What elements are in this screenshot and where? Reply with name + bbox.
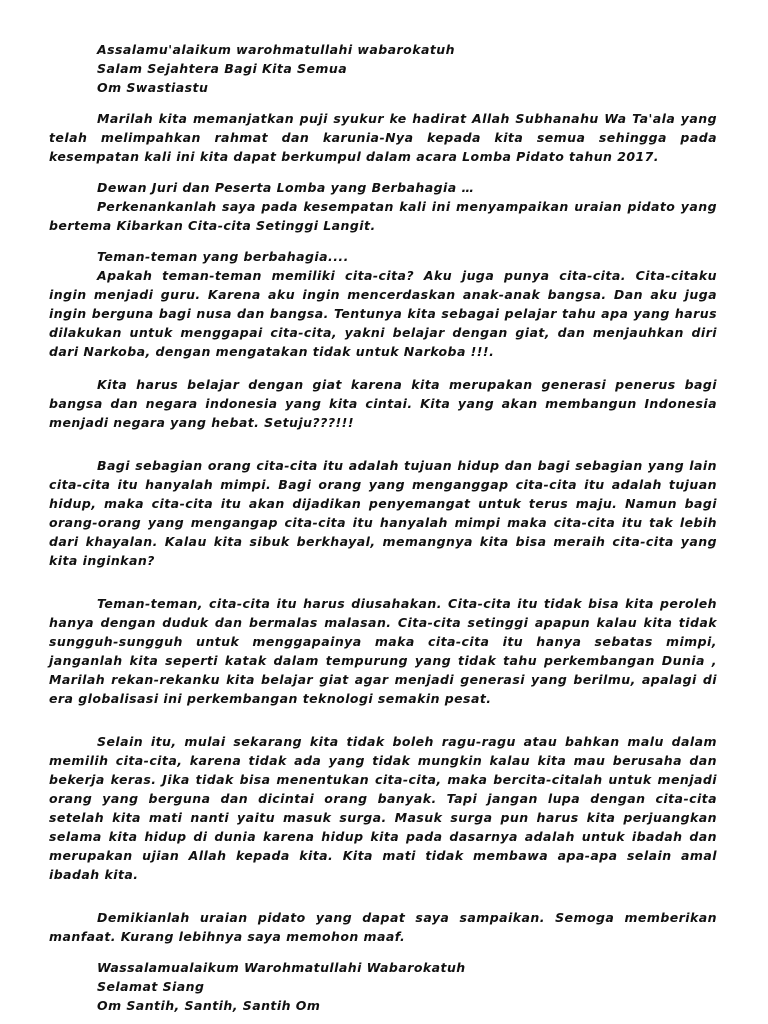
closing-line-3: Om Santih, Santih, Santih Om [97,998,321,1013]
paragraph-1: Marilah kita memanjatkan puji syukur ke hadirat Allah Subhanahu Wa Ta'ala yang telah melimpahkan rahmat dan karunia-Nya kepada kita semua sehingga pada kesempatan kali ini kita dapat berkumpul dalam acara Lomba Pidato tahun 2017. [49,111,717,164]
paragraph-5: Bagi sebagian orang cita-cita itu adalah tujuan hidup dan bagi sebagian yang lain cita-cita itu hanyalah mimpi. Bagi orang yang menganggap cita-cita itu adalah tujuan hidup, maka cita-cita itu akan dijadikan penyemangat untuk terus maju. Namun bagi orang-orang yang mengangap cita-cita itu hanyalah mimpi maka cita-cita itu tak lebih dari khayalan. Kalau kita sibuk berkhayal, memangnya kita bisa meraih cita-cita yang kita inginkan? [49,458,717,568]
paragraph-8: Demikianlah uraian pidato yang dapat saya sampaikan. Semoga memberikan manfaat. Kurang lebihnya saya memohon maaf. [49,910,717,944]
paragraph-4: Kita harus belajar dengan giat karena kita merupakan generasi penerus bagi bangsa dan negara indonesia yang kita cintai. Kita yang akan membangun Indonesia menjadi negara yang hebat. Setuju???!!! [49,377,717,430]
paragraph-3-salutation: Teman-teman yang berbahagia.... [97,249,349,264]
closing-line-2: Selamat Siang [97,979,205,994]
opening-greetings [49,40,717,97]
paragraph-3-body: Apakah teman-teman memiliki cita-cita? Aku juga punya cita-cita. Cita-citaku ingin menjadi guru. Karena aku ingin mencerdaskan anak-anak bangsa. Dan aku juga ingin berguna bagi nusa dan bangsa. Tentunya kita sebagai pelajar tahu apa yang harus dilakukan untuk menggapai cita-cita, yakni belajar dengan giat, dan menjauhkan diri dari Narkoba, dengan mengatakan tidak untuk Narkoba !!!. [49,268,717,359]
opening-line-1: Assalamu'alaikum warohmatullahi wabarokatuh [97,42,455,57]
paragraph-2-salutation: Dewan Juri dan Peserta Lomba yang Berbahagia … [97,180,475,195]
paragraph-2-body: Perkenankanlah saya pada kesempatan kali ini menyampaikan uraian pidato yang bertema Kibarkan Cita-cita Setinggi Langit. [49,199,717,233]
closing-line-1: Wassalamualaikum Warohmatullahi Wabarokatuh [97,960,466,975]
paragraph-6: Teman-teman, cita-cita itu harus diusahakan. Cita-cita itu tidak bisa kita peroleh hanya dengan duduk dan bermalas malasan. Cita-cita setinggi apapun kalau kita tidak sungguh-sungguh untuk menggapainya maka cita-cita itu hanya sebatas mimpi, janganlah kita seperti katak dalam tempurung yang tidak tahu perkembangan Dunia , Marilah rekan-rekanku kita belajar giat agar menjadi generasi yang berilmu, apalagi di era globalisasi ini perkembangan teknologi semakin pesat. [49,596,717,706]
paragraph-7: Selain itu, mulai sekarang kita tidak boleh ragu-ragu atau bahkan malu dalam memilih cita-cita, karena tidak ada yang tidak mungkin kalau kita mau berusaha dan bekerja keras. Jika tidak bisa menentukan cita-cita, maka bercita-citalah untuk menjadi orang yang berguna dan dicintai orang banyak. Tapi jangan lupa dengan cita-cita setelah kita mati nanti yaitu masuk surga. Masuk surga pun harus kita perjuangkan selama kita hidup di dunia karena hidup kita pada dasarnya adalah untuk ibadah dan merupakan ujian Allah kepada kita. Kita mati tidak membawa apa-apa selain amal ibadah kita. [49,734,717,882]
opening-line-2: Salam Sejahtera Bagi Kita Semua [97,61,348,76]
opening-line-3: Om Swastiastu [97,80,209,95]
speech-document [49,40,717,1015]
closing-greetings [49,958,717,1015]
